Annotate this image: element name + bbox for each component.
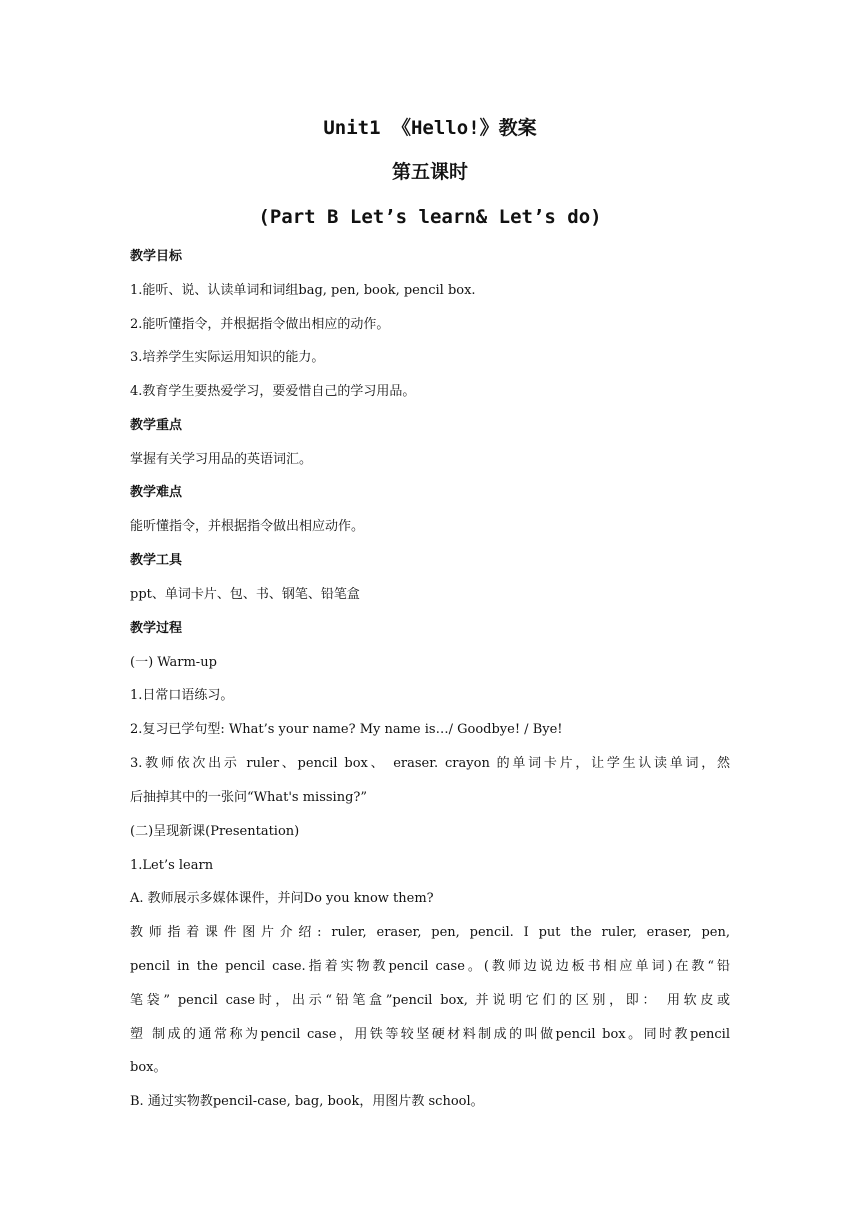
document-title: Unit1 《Hello!》教案 <box>323 117 537 139</box>
key-points-text: 掌握有关学习用品的英语词汇。 <box>130 452 313 467</box>
paragraph-line: pencil in the pencil case.指着实物教pencil case。(教师边说边板书相应单词)在教“铅 <box>130 959 730 974</box>
warmup-item: 1.日常口语练习。 <box>130 688 234 703</box>
step-a: A. 教师展示多媒体课件，并问Do you know them? <box>130 891 434 906</box>
lesson-subtitle: (Part B Let’s learn& Let’s do) <box>258 206 602 228</box>
step-b: B. 通过实物教pencil-case, bag, book，用图片教 school。 <box>130 1094 484 1109</box>
tools-heading: 教学工具 <box>130 553 183 568</box>
warmup-item-continued: 后抽掉其中的一张问“What's missing?” <box>130 790 368 805</box>
warmup-item: 2.复习已学句型: What’s your name? My name is…/ Goodbye! / Bye! <box>130 722 563 737</box>
lesson-number: 第五课时 <box>391 161 468 183</box>
warmup-heading: (一) Warm-up <box>130 655 217 670</box>
objective-item: 1.能听、说、认读单词和词组bag, pen, book, pencil box. <box>130 283 476 298</box>
lets-learn-heading: 1.Let’s learn <box>130 858 214 873</box>
objective-item: 3.培养学生实际运用知识的能力。 <box>130 350 325 365</box>
difficulties-heading: 教学难点 <box>130 485 183 500</box>
paragraph-line: box。 <box>130 1060 167 1075</box>
process-heading: 教学过程 <box>130 621 183 636</box>
objective-item: 2.能听懂指令，并根据指令做出相应的动作。 <box>130 317 390 332</box>
objectives-heading: 教学目标 <box>130 249 183 264</box>
paragraph-line: 教师指着课件图片介绍: ruler, eraser, pen, pencil. I put the ruler, eraser, pen, <box>130 925 730 940</box>
warmup-item: 3.教师依次出示 ruler、pencil box、 eraser. crayon 的单词卡片，让学生认读单词，然 <box>130 756 730 771</box>
key-points-heading: 教学重点 <box>130 418 183 433</box>
difficulties-text: 能听懂指令，并根据指令做出相应动作。 <box>130 519 365 534</box>
paragraph-line: 笔袋” pencil case时，出示“铅笔盒”pencil box, 并说明它们的区别，即： 用软皮或 <box>130 993 730 1008</box>
paragraph-line: 塑 制成的通常称为pencil case，用铁等较坚硬材料制成的叫做pencil box。同时教pencil <box>130 1027 730 1042</box>
objective-item: 4.教育学生要热爱学习，要爱惜自己的学习用品。 <box>130 384 416 399</box>
tools-text: ppt、单词卡片、包、书、钢笔、铅笔盒 <box>130 587 360 602</box>
presentation-heading: (二)呈现新课(Presentation) <box>130 824 300 839</box>
